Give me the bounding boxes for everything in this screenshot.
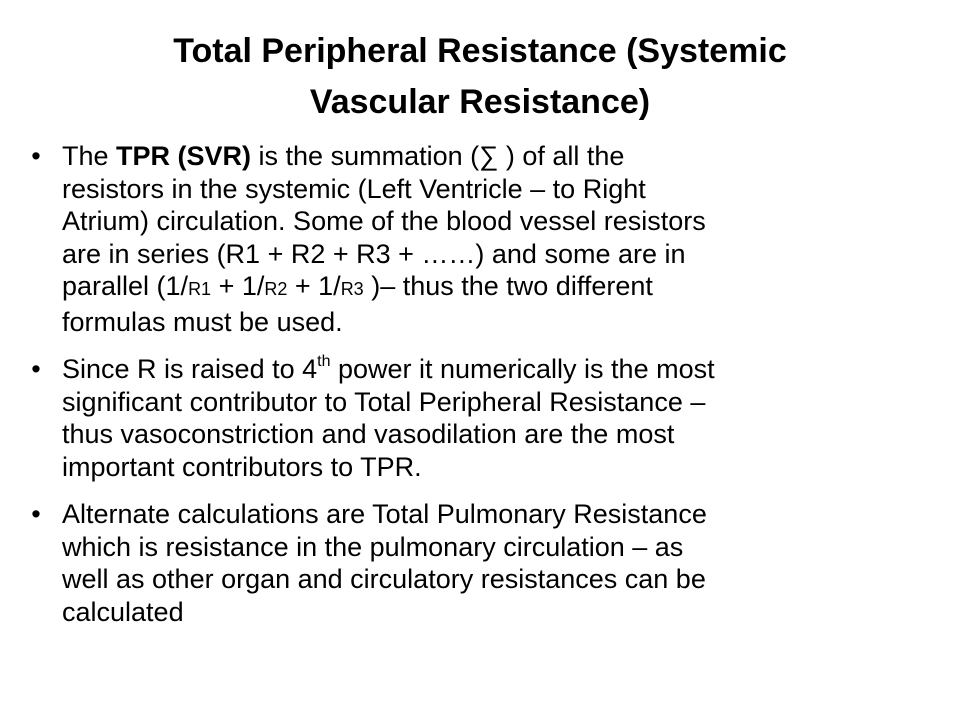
bullet-line <box>62 353 944 386</box>
bullet-line: Atrium) circulation. Some of the blood vessel resistors <box>62 206 706 236</box>
superscript: th <box>317 353 331 370</box>
bullet-list <box>24 140 944 628</box>
text-run: )– thus the two different <box>363 271 653 301</box>
text-run: Since R is raised to 4 <box>62 354 318 384</box>
bullet-item-alternate-calculations <box>24 498 944 628</box>
bullet-marker: • <box>31 141 41 171</box>
bullet-line: formulas must be used. <box>62 306 343 337</box>
text-run: power it numerically is the most <box>330 354 715 384</box>
bullet-marker: • <box>31 354 41 384</box>
bullet-line: thus vasoconstriction and vasodilation are the most <box>62 419 675 449</box>
resistor-label: R3 <box>340 279 364 299</box>
text-run: is the summation (∑ ) of all the <box>251 141 625 171</box>
bold-term: TPR (SVR) <box>116 141 252 171</box>
resistor-label: R2 <box>264 279 288 299</box>
bullet-item-tpr-definition <box>24 140 944 338</box>
bullet-line: important contributors to TPR. <box>62 451 422 482</box>
bullet-item-radius-power <box>24 353 944 483</box>
text-run: The <box>62 141 117 171</box>
bullet-line: significant contributor to Total Peripheral Resistance – <box>62 386 706 417</box>
slide-title <box>40 26 920 128</box>
bullet-line: resistors in the systemic (Left Ventricle – to Right <box>62 173 646 204</box>
text-run: + 1/ <box>211 271 265 301</box>
bullet-marker: • <box>31 499 41 529</box>
bullet-line: are in series (R1 + R2 + R3 + ……) and some are in <box>62 238 686 269</box>
resistor-label: R1 <box>188 279 212 299</box>
bullet-line <box>62 270 944 306</box>
title-line-1: Total Peripheral Resistance (Systemic <box>173 32 787 70</box>
bullet-line: which is resistance in the pulmonary circulation – as <box>62 531 684 562</box>
bullet-line: calculated <box>62 596 184 627</box>
title-line-2: Vascular Resistance) <box>309 83 651 121</box>
bullet-line <box>62 140 944 173</box>
bullet-line: well as other organ and circulatory resistances can be <box>62 564 706 594</box>
bullet-line: Alternate calculations are Total Pulmonary Resistance <box>62 499 707 529</box>
text-run: + 1/ <box>287 271 341 301</box>
text-run: parallel (1/ <box>62 271 189 301</box>
